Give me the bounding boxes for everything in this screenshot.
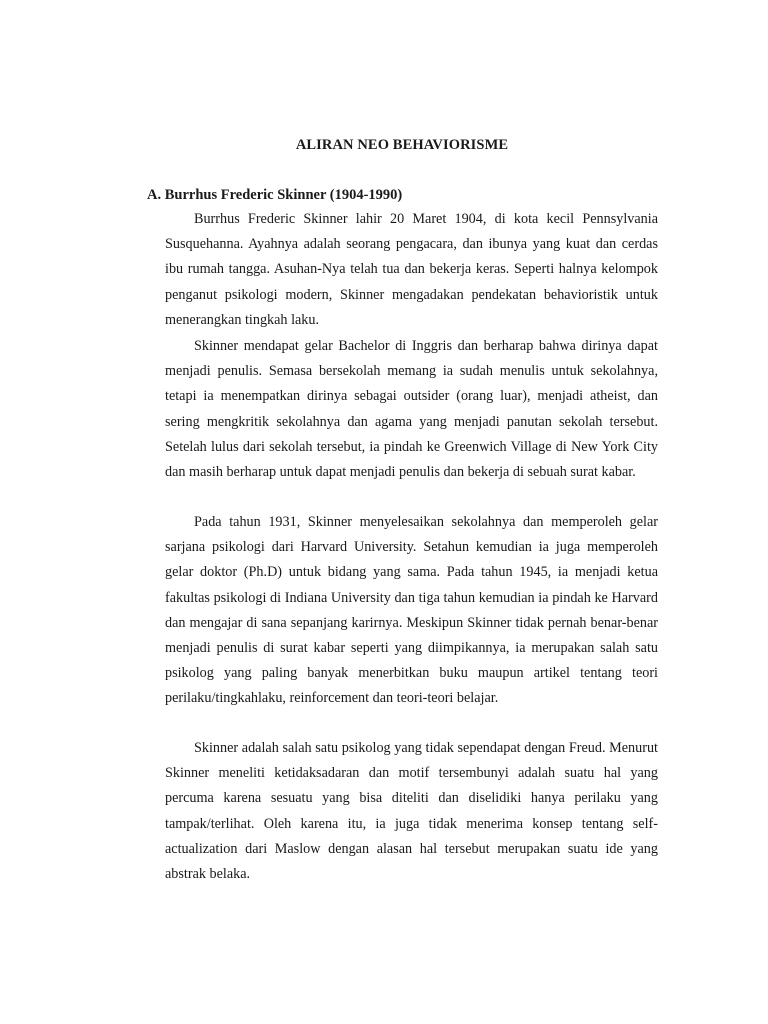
paragraph-2: Skinner mendapat gelar Bachelor di Inggris dan berharap bahwa dirinya dapat menjadi penulis. Semasa bersekolah memang ia sudah menulis untuk sekolahnya, tetapi ia menempatkan dirinya sebagai outsider (orang luar), menjadi atheist, dan sering mengkritik sekolahnya dan agama yang menjadi panutan sekolah tersebut. Setelah lulus dari sekolah tersebut, ia pindah ke Greenwich Village di New York City dan masih berharap untuk dapat menjadi penulis dan bekerja di sebuah surat kabar. xyxy=(165,338,658,481)
paragraph-1: Burrhus Frederic Skinner lahir 20 Maret 1904, di kota kecil Pennsylvania Susquehanna. Ayahnya adalah seorang pengacara, dan ibunya yang kuat dan cerdas ibu rumah tangga. Asuhan-Nya telah tua dan bekerja keras. Seperti halnya kelompok penganut psikologi modern, Skinner mengadakan pendekatan behavioristik untuk menerangkan tingkah laku. xyxy=(165,211,658,328)
paragraph-4: Skinner adalah salah satu psikolog yang tidak sependapat dengan Freud. Menurut Skinner meneliti ketidaksadaran dan motif tersembunyi adalah suatu hal yang percuma karena sesuatu yang bisa diteliti dan diselidiki hanya perilaku yang tampak/terlihat. Oleh karena itu, ia juga tidak menerima konsep tentang self-actualization dari Maslow dengan alasan hal tersebut merupakan suatu ide yang abstrak belaka. xyxy=(165,740,658,883)
section-heading: A. Burrhus Frederic Skinner (1904-1990) xyxy=(147,187,403,203)
paragraph-3: Pada tahun 1931, Skinner menyelesaikan sekolahnya dan memperoleh gelar sarjana psikologi dari Harvard University. Setahun kemudian ia juga memperoleh gelar doktor (Ph.D) untuk bidang yang sama. Pada tahun 1945, ia menjadi ketua fakultas psikologi di Indiana University dan tiga tahun kemudian ia pindah ke Harvard dan mengajar di sana sepanjang karirnya. Meskipun Skinner tidak pernah benar-benar menjadi penulis di surat kabar seperti yang diimpikannya, ia merupakan salah satu psikolog yang paling banyak menerbitkan buku maupun artikel tentang teori perilaku/tingkahlaku, reinforcement dan teori-teori belajar. xyxy=(165,514,658,707)
page-title: ALIRAN NEO BEHAVIORISME xyxy=(295,137,509,153)
